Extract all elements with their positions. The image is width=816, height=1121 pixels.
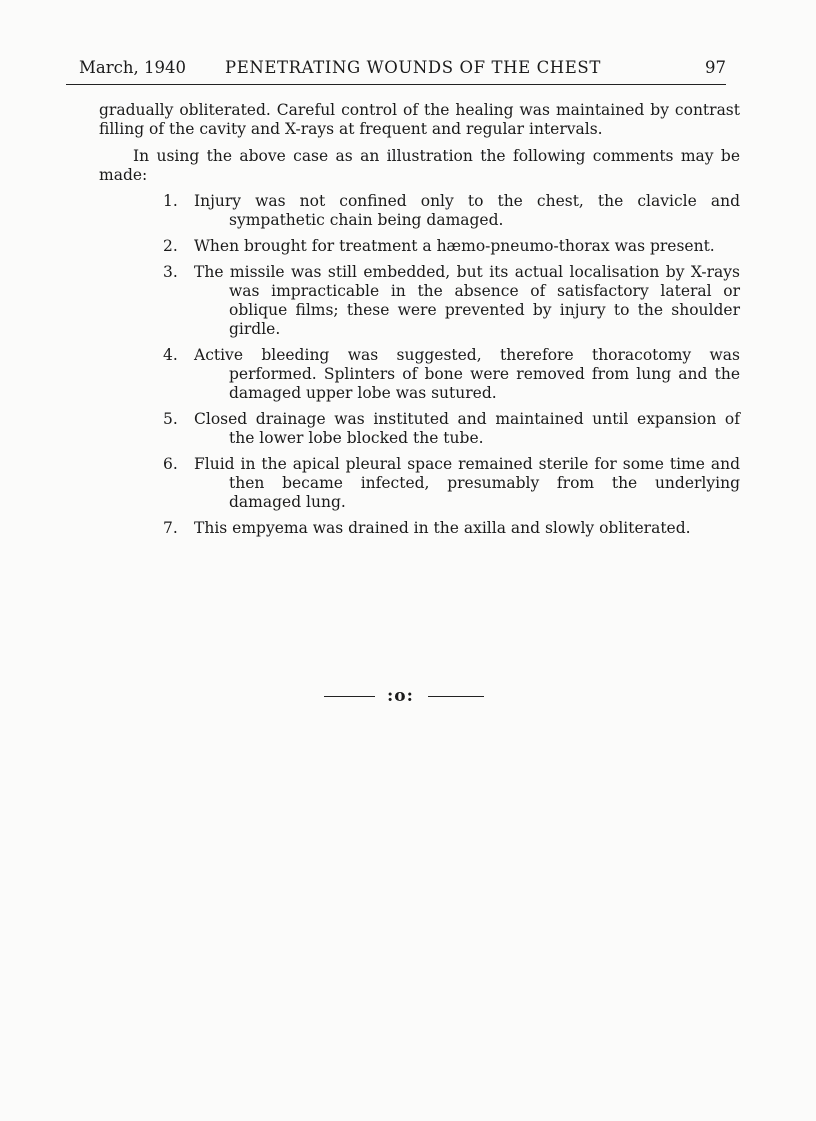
list-item: [99, 237, 740, 256]
list-item: [99, 263, 740, 339]
ornament-dash-left: [324, 696, 375, 697]
list-item-number: 2.: [163, 237, 178, 255]
ornament-mark: :o:: [387, 686, 414, 706]
ornament-dash-right: [428, 696, 484, 697]
list-item-number: 1.: [163, 192, 178, 210]
list-item: [99, 455, 740, 512]
page-number: 97: [705, 58, 726, 77]
list-item-text: Active bleeding was suggested, therefore thoracotomy was performed. Splinters of bone were removed from lung and the damaged upper lobe was sutured.: [194, 346, 740, 402]
header-title: PENETRATING WOUNDS OF THE CHEST: [225, 58, 601, 77]
list-item-number: 6.: [163, 455, 178, 473]
header-rule: [66, 84, 726, 85]
list-item: [99, 346, 740, 403]
list-item-text: This empyema was drained in the axilla and slowly obliterated.: [194, 519, 691, 537]
paragraph-continuation: gradually obliterated. Careful control of the healing was maintained by contrast filling of the cavity and X-rays at frequent and regular intervals.: [99, 101, 740, 138]
list-item-text: The missile was still embedded, but its actual localisation by X-rays was impracticable in the absence of satisfactory lateral or oblique films; these were prevented by injury to the shoulder girdle.: [194, 263, 740, 338]
list-item: [99, 410, 740, 448]
article-body: [99, 101, 740, 545]
list-item-number: 3.: [163, 263, 178, 281]
list-item: [99, 519, 740, 538]
list-item-text: Fluid in the apical pleural space remained sterile for some time and then became infected, presumably from the underlying damaged lung.: [194, 455, 740, 511]
list-item: [99, 192, 740, 230]
list-item-text: When brought for treatment a hæmo-pneumo-thorax was present.: [194, 237, 715, 255]
list-item-text: Closed drainage was instituted and maintained until expansion of the lower lobe blocked the tube.: [194, 410, 740, 447]
list-item-number: 4.: [163, 346, 178, 364]
paragraph-intro: In using the above case as an illustration the following comments may be made:: [99, 147, 740, 184]
list-item-number: 5.: [163, 410, 178, 428]
section-end-ornament: [324, 686, 484, 708]
header-date: March, 1940: [79, 58, 186, 77]
running-header: [79, 56, 726, 80]
list-item-number: 7.: [163, 519, 178, 537]
comments-list: [99, 192, 740, 538]
list-item-text: Injury was not confined only to the chest, the clavicle and sympathetic chain being damaged.: [194, 192, 740, 229]
